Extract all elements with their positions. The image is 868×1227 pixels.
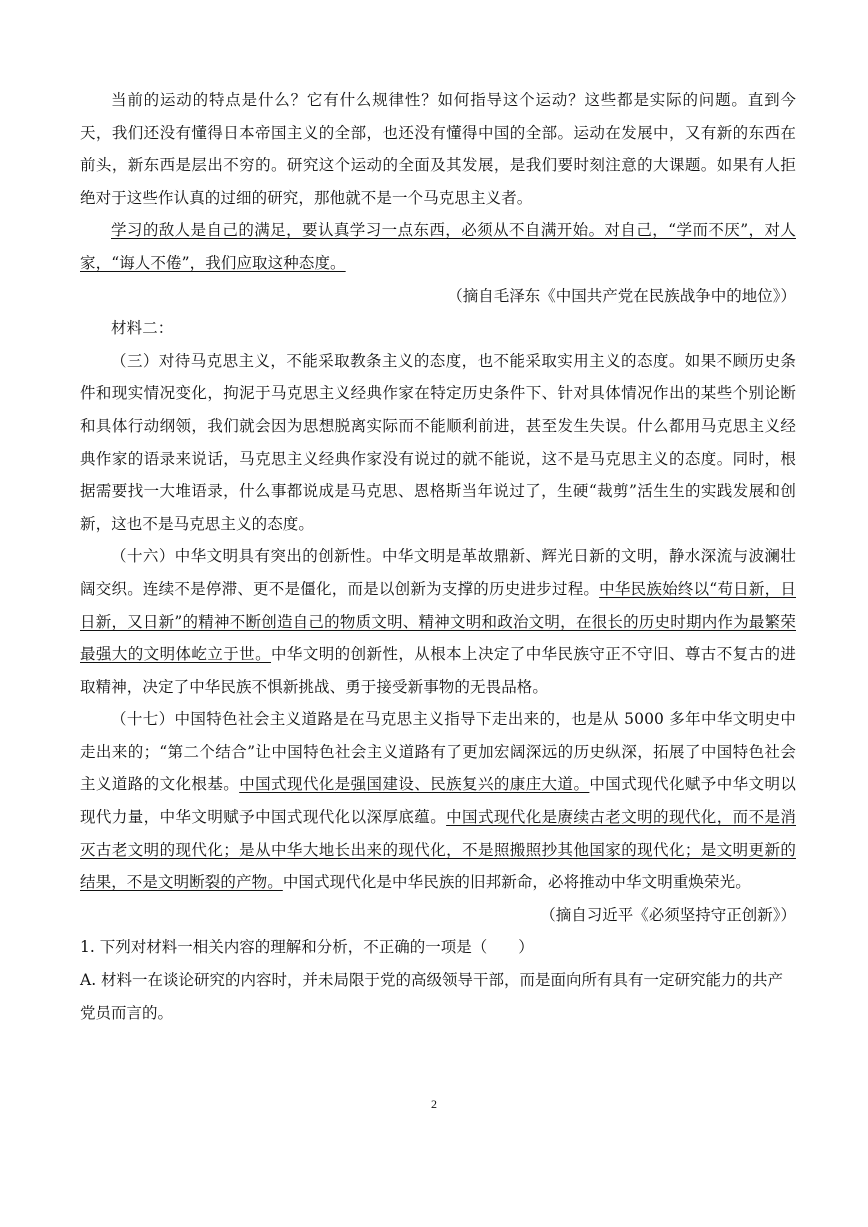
underlined-sentence: 中国式现代化是赓续古老文明的现代化，而不是消灭古老文明的现代化；是从中华大地长出来的现代化，不是照搬照抄其他国家的现代化；是文明更新的结果，不是文明断裂的产物。 (80, 808, 797, 892)
underlined-sentence: 中国式现代化是强国建设、民族复兴的康庄大道。 (239, 775, 590, 794)
material1-paragraph-2 (80, 214, 796, 279)
underlined-sentence: 学习的敌人是自己的满足，要认真学习一点东西，必须从不自满开始。对自己，“学而不厌”，对人家，“诲人不倦”，我们应取这种态度。 (80, 221, 796, 272)
material1-source: （摘自毛泽东《中国共产党在民族战争中的地位》） (447, 286, 796, 305)
question-1-option-a: A. 材料一在谈论研究的内容时，并未局限于党的高级领导干部，而是面向所有具有一定研究能力的共产党员而言的。 (80, 971, 784, 1022)
paragraph-text: 中国式现代化是中华民族的旧邦新命，必将推动中华文明重焕荣光。 (282, 873, 751, 892)
underlined-sentence: 中华民族始终以“苟日新，日日新，又日新”的精神不断创造自己的物质文明、精神文明和政治文明，在很长的历史时期内作为最繁荣最强大的文明体屹立于世。 (80, 579, 796, 664)
material2-heading: 材料二： (111, 319, 174, 338)
paragraph-text: 中国式现代化赋予中华文明以现代力量，中华文明赋予中国式现代化以深厚底蕴。 (80, 775, 796, 827)
paragraph-text: 中华文明的创新性，从根本上决定了中华民族守正不守旧、尊古不复古的进取精神，决定了中华民族不惧新挑战、勇于接受新事物的无畏品格。 (80, 645, 796, 696)
material2-paragraph-16 (80, 540, 796, 703)
material1-paragraph-1: 当前的运动的特点是什么？它有什么规律性？如何指导这个运动？这些都是实际的问题。直到今天，我们还没有懂得日本帝国主义的全部，也还没有懂得中国的全部。运动在发展中，又有新的东西在前头，新东西是层出不穷的。研究这个运动的全面及其发展，是我们要时刻注意的大课题。如果有人拒绝对于这些作认真的过细的研究，那他就不是一个马克思主义者。 (80, 91, 796, 207)
document-page (80, 84, 796, 1029)
paragraph-text: （十六）中华文明具有突出的创新性。中华文明是革故鼎新、辉光日新的文明，静水深流与波澜壮阔交织。连续不是停滞、更不是僵化，而是以创新为支撑的历史进步过程。 (80, 547, 796, 598)
question-1-stem: 1. 下列对材料一相关内容的理解和分析，不正确的一项是（ ） (80, 938, 534, 957)
material2-paragraph-17 (80, 703, 796, 899)
paragraph-text: （十七）中国特色社会主义道路是在马克思主义指导下走出来的，也是从 5000 多年中华文明史中走出来的；“第二个结合”让中国特色社会主义道路有了更加宏阔深远的历史纵深，拓展了中国特色社会主义道路的文化根基。 (80, 710, 796, 794)
material2-paragraph-3: （三）对待马克思主义，不能采取教条主义的态度，也不能采取实用主义的态度。如果不顾历史条件和现实情况变化，拘泥于马克思主义经典作家在特定历史条件下、针对具体情况作出的某些个别论断和具体行动纲领，我们就会因为思想脱离实际而不能顺利前进，甚至发生失误。什么都用马克思主义经典作家的语录来说话，马克思主义经典作家没有说过的就不能说，这不是马克思主义的态度。同时，根据需要找一大堆语录，什么事都说成是马克思、恩格斯当年说过了，生硬“裁剪”活生生的实践发展和创新，这也不是马克思主义的态度。 (80, 351, 796, 533)
page-number: 2 (431, 1097, 437, 1111)
material2-source: （摘自习近平《必须坚持守正创新》） (540, 905, 796, 924)
